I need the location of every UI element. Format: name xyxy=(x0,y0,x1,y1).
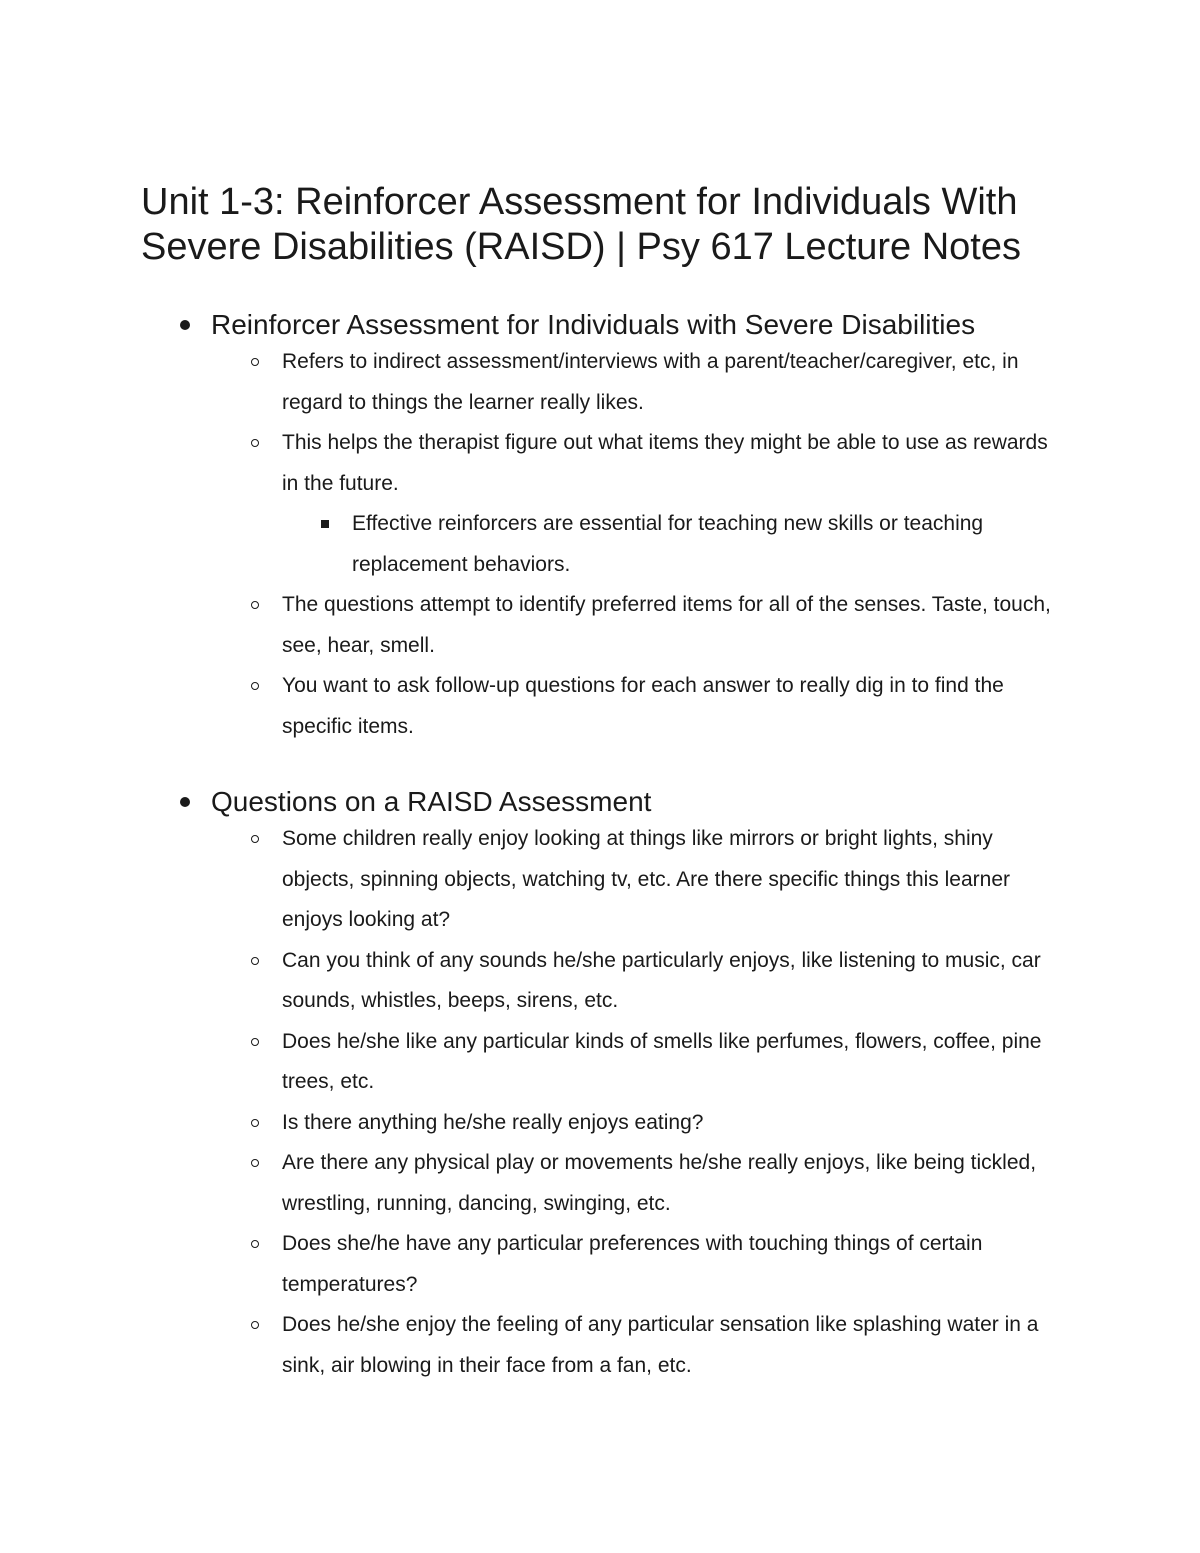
page-title: Unit 1-3: Reinforcer Assessment for Individuals With Severe Disabilities (RAISD) | Psy 617 Lecture Notes xyxy=(141,181,1021,268)
hollow-circle-bullet-icon xyxy=(251,1038,259,1046)
list-item xyxy=(0,819,1200,941)
list-item-text: Is there anything he/she really enjoys eating? xyxy=(282,1110,704,1134)
sub-list-item-text: Effective reinforcers are essential for teaching new skills or teaching replacement behaviors. xyxy=(352,512,984,576)
list-item-text: Refers to indirect assessment/interviews with a parent/teacher/caregiver, etc, in regard to things the learner really likes. xyxy=(282,350,1019,414)
list-item-text: The questions attempt to identify preferred items for all of the senses. Taste, touch, see, hear, smell. xyxy=(282,593,1051,657)
list-item-text: Are there any physical play or movements he/she really enjoys, like being tickled, wrestling, running, dancing, swinging, etc. xyxy=(282,1151,1037,1215)
list-item xyxy=(0,585,1200,666)
hollow-circle-bullet-icon xyxy=(251,835,259,843)
list-item-text: You want to ask follow-up questions for each answer to really dig in to find the specific items. xyxy=(282,674,1004,738)
hollow-circle-bullet-icon xyxy=(251,682,259,690)
square-bullet-icon xyxy=(321,520,329,528)
hollow-circle-bullet-icon xyxy=(251,439,259,447)
list-item xyxy=(0,1143,1200,1224)
list-item xyxy=(0,1022,1200,1103)
list-item xyxy=(0,1305,1200,1386)
list-item-text: Does she/he have any particular preferences with touching things of certain temperatures? xyxy=(282,1232,983,1296)
hollow-circle-bullet-icon xyxy=(251,957,259,965)
list-item-text: Some children really enjoy looking at things like mirrors or bright lights, shiny objects, spinning objects, watching tv, etc. Are there specific things this learner enjoys looking at? xyxy=(282,827,1010,931)
list-item xyxy=(0,423,1200,504)
filled-circle-bullet-icon xyxy=(180,320,190,330)
section-heading-text: Questions on a RAISD Assessment xyxy=(211,786,652,817)
hollow-circle-bullet-icon xyxy=(251,1159,259,1167)
section-raisd-questions xyxy=(0,785,1200,1386)
list-item-text: Does he/she enjoy the feeling of any particular sensation like splashing water in a sink, air blowing in their face from a fan, etc. xyxy=(282,1313,1039,1377)
hollow-circle-bullet-icon xyxy=(251,1119,259,1127)
section-heading xyxy=(0,785,1200,819)
hollow-circle-bullet-icon xyxy=(251,1240,259,1248)
list-item-text: This helps the therapist figure out what items they might be able to use as rewards in the future. xyxy=(282,431,1048,495)
list-item xyxy=(0,1224,1200,1305)
list-item xyxy=(0,941,1200,1022)
list-item xyxy=(0,666,1200,747)
section-heading xyxy=(0,308,1200,342)
list-item-text: Does he/she like any particular kinds of smells like perfumes, flowers, coffee, pine trees, etc. xyxy=(282,1029,1042,1093)
hollow-circle-bullet-icon xyxy=(251,358,259,366)
filled-circle-bullet-icon xyxy=(180,797,190,807)
hollow-circle-bullet-icon xyxy=(251,1321,259,1329)
section-heading-text: Reinforcer Assessment for Individuals with Severe Disabilities xyxy=(211,309,976,340)
section-reinforcer-assessment xyxy=(0,308,1200,747)
hollow-circle-bullet-icon xyxy=(251,601,259,609)
list-item-text: Can you think of any sounds he/she particularly enjoys, like listening to music, car sounds, whistles, beeps, sirens, etc. xyxy=(282,948,1041,1012)
list-item xyxy=(0,342,1200,423)
list-item xyxy=(0,1103,1200,1144)
sub-list-item xyxy=(0,504,1200,585)
